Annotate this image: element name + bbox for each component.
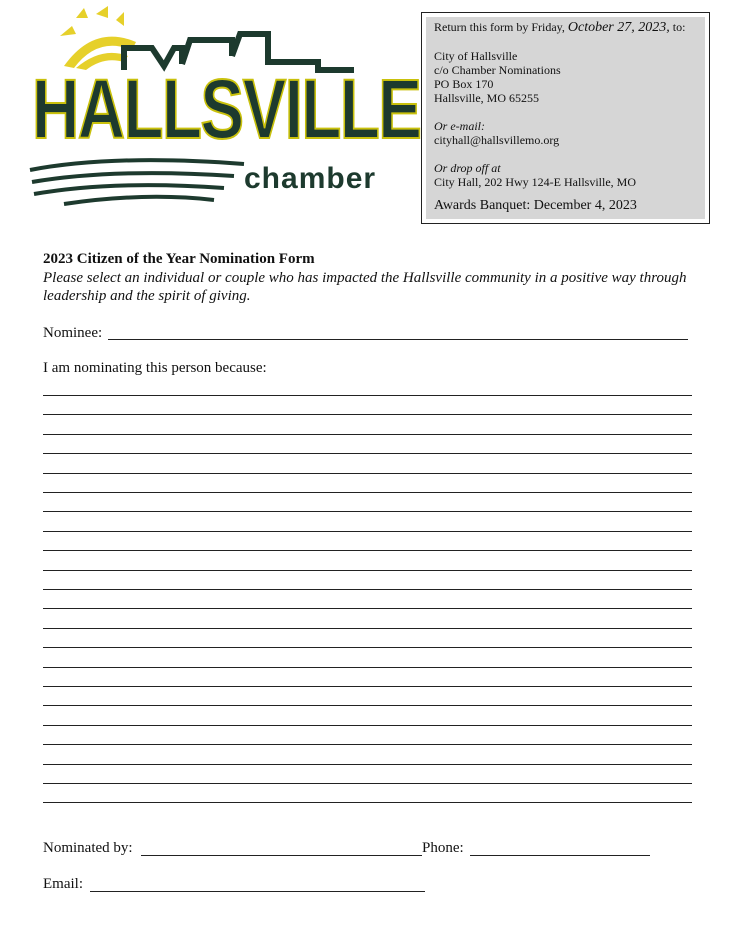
reason-writing-line[interactable] bbox=[43, 434, 692, 435]
email-heading: Or e-mail: bbox=[434, 119, 485, 133]
reason-writing-line[interactable] bbox=[43, 783, 692, 784]
return-info-box bbox=[421, 12, 710, 224]
address-line: c/o Chamber Nominations bbox=[434, 63, 561, 77]
reason-writing-line[interactable] bbox=[43, 492, 692, 493]
reason-writing-line[interactable] bbox=[43, 531, 692, 532]
reason-writing-line[interactable] bbox=[43, 802, 692, 803]
nominee-label: Nominee: bbox=[43, 325, 103, 341]
reason-writing-line[interactable] bbox=[43, 686, 692, 687]
reason-writing-line[interactable] bbox=[43, 550, 692, 551]
reason-writing-line[interactable] bbox=[43, 628, 692, 629]
phone-field[interactable] bbox=[470, 855, 650, 856]
return-prefix: Return this form by Friday, bbox=[434, 20, 568, 34]
reason-writing-line[interactable] bbox=[43, 667, 692, 668]
logo-subtitle: chamber bbox=[244, 162, 377, 195]
return-instruction bbox=[434, 20, 697, 35]
reason-writing-line[interactable] bbox=[43, 395, 692, 396]
reason-writing-line[interactable] bbox=[43, 705, 692, 706]
email-address: cityhall@hallsvillemo.org bbox=[434, 133, 560, 147]
nominated-by-label: Nominated by: bbox=[43, 840, 133, 856]
nominated-by-field[interactable] bbox=[141, 855, 422, 856]
drop-off-address: City Hall, 202 Hwy 124-E Hallsville, MO bbox=[434, 175, 636, 189]
return-suffix: to: bbox=[669, 20, 686, 34]
reason-writing-line[interactable] bbox=[43, 511, 692, 512]
field-lines-icon bbox=[30, 160, 244, 204]
reason-writing-line[interactable] bbox=[43, 589, 692, 590]
address-line: City of Hallsville bbox=[434, 49, 518, 63]
nominee-field[interactable] bbox=[108, 339, 688, 340]
reason-writing-line[interactable] bbox=[43, 725, 692, 726]
reason-writing-line[interactable] bbox=[43, 414, 692, 415]
reason-writing-line[interactable] bbox=[43, 764, 692, 765]
reason-writing-line[interactable] bbox=[43, 570, 692, 571]
phone-label: Phone: bbox=[422, 840, 464, 856]
address-line: PO Box 170 bbox=[434, 77, 494, 91]
address-line: Hallsville, MO 65255 bbox=[434, 91, 539, 105]
form-instructions: Please select an individual or couple who has impacted the Hallsville community in a positive way through leadership and the spirit of giving. bbox=[43, 270, 687, 304]
banquet-date: Awards Banquet: December 4, 2023 bbox=[434, 198, 637, 213]
return-info-content bbox=[426, 17, 705, 219]
reason-writing-line[interactable] bbox=[43, 744, 692, 745]
reason-writing-line[interactable] bbox=[43, 453, 692, 454]
email-field[interactable] bbox=[90, 891, 425, 892]
logo-wordmark: HALLSVILLE bbox=[32, 62, 421, 156]
reason-writing-line[interactable] bbox=[43, 608, 692, 609]
drop-off-heading: Or drop off at bbox=[434, 161, 501, 175]
reason-label: I am nominating this person because: bbox=[43, 360, 267, 376]
reason-writing-line[interactable] bbox=[43, 473, 692, 474]
reason-writing-line[interactable] bbox=[43, 647, 692, 648]
email-label: Email: bbox=[43, 876, 83, 892]
form-title: 2023 Citizen of the Year Nomination Form bbox=[43, 251, 315, 267]
return-date: October 27, 2023, bbox=[567, 20, 670, 35]
